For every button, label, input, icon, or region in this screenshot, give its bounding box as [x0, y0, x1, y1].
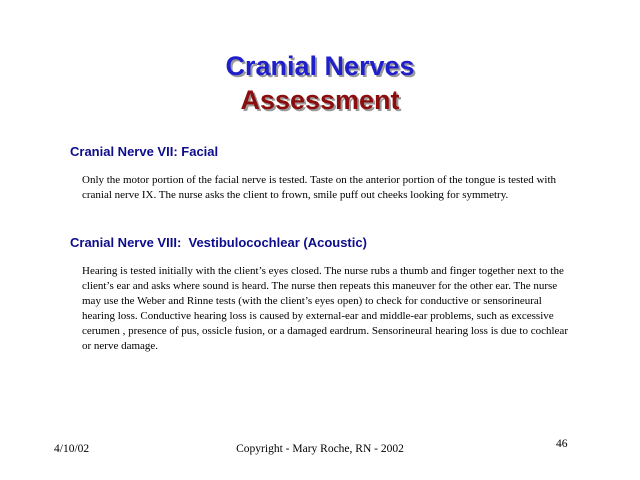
slide-title-line1: Cranial Nerves — [225, 51, 415, 81]
slide-title-line2: Assessment — [240, 85, 400, 115]
section-heading-vestibulocochlear: Cranial Nerve VIII: Vestibulocochlear (Acoustic) — [70, 235, 367, 250]
section-heading-facial: Cranial Nerve VII: Facial — [70, 144, 219, 159]
footer-date: 4/10/02 — [54, 443, 90, 455]
section-body-vestibulocochlear: Hearing is tested initially with the client’s eyes closed. The nurse rubs a thumb and finger together next to the client’s ear and asks where sound is heard. The nurse then repeats this maneuver for the other ear. The nurse may use the Weber and Rinne tests (with the client’s eyes open) to check for conductive or sensorineural hearing loss. Conductive hearing loss is caused by external-ear and middle-ear problems, such as excessive cerumen , presence of pus, ossicle fusion, or a damaged eardrum. Sensorineural hearing loss is due to cochlear or nerve damage. — [82, 265, 568, 352]
section-body-facial: Only the motor portion of the facial nerve is tested. Taste on the anterior portion of the tongue is tested with cranial nerve IX. The nurse asks the client to frown, smile puff out cheeks looking for symmetry. — [82, 174, 557, 201]
footer-copyright: Copyright - Mary Roche, RN - 2002 — [236, 443, 404, 455]
footer-page-number: 46 — [556, 438, 568, 450]
